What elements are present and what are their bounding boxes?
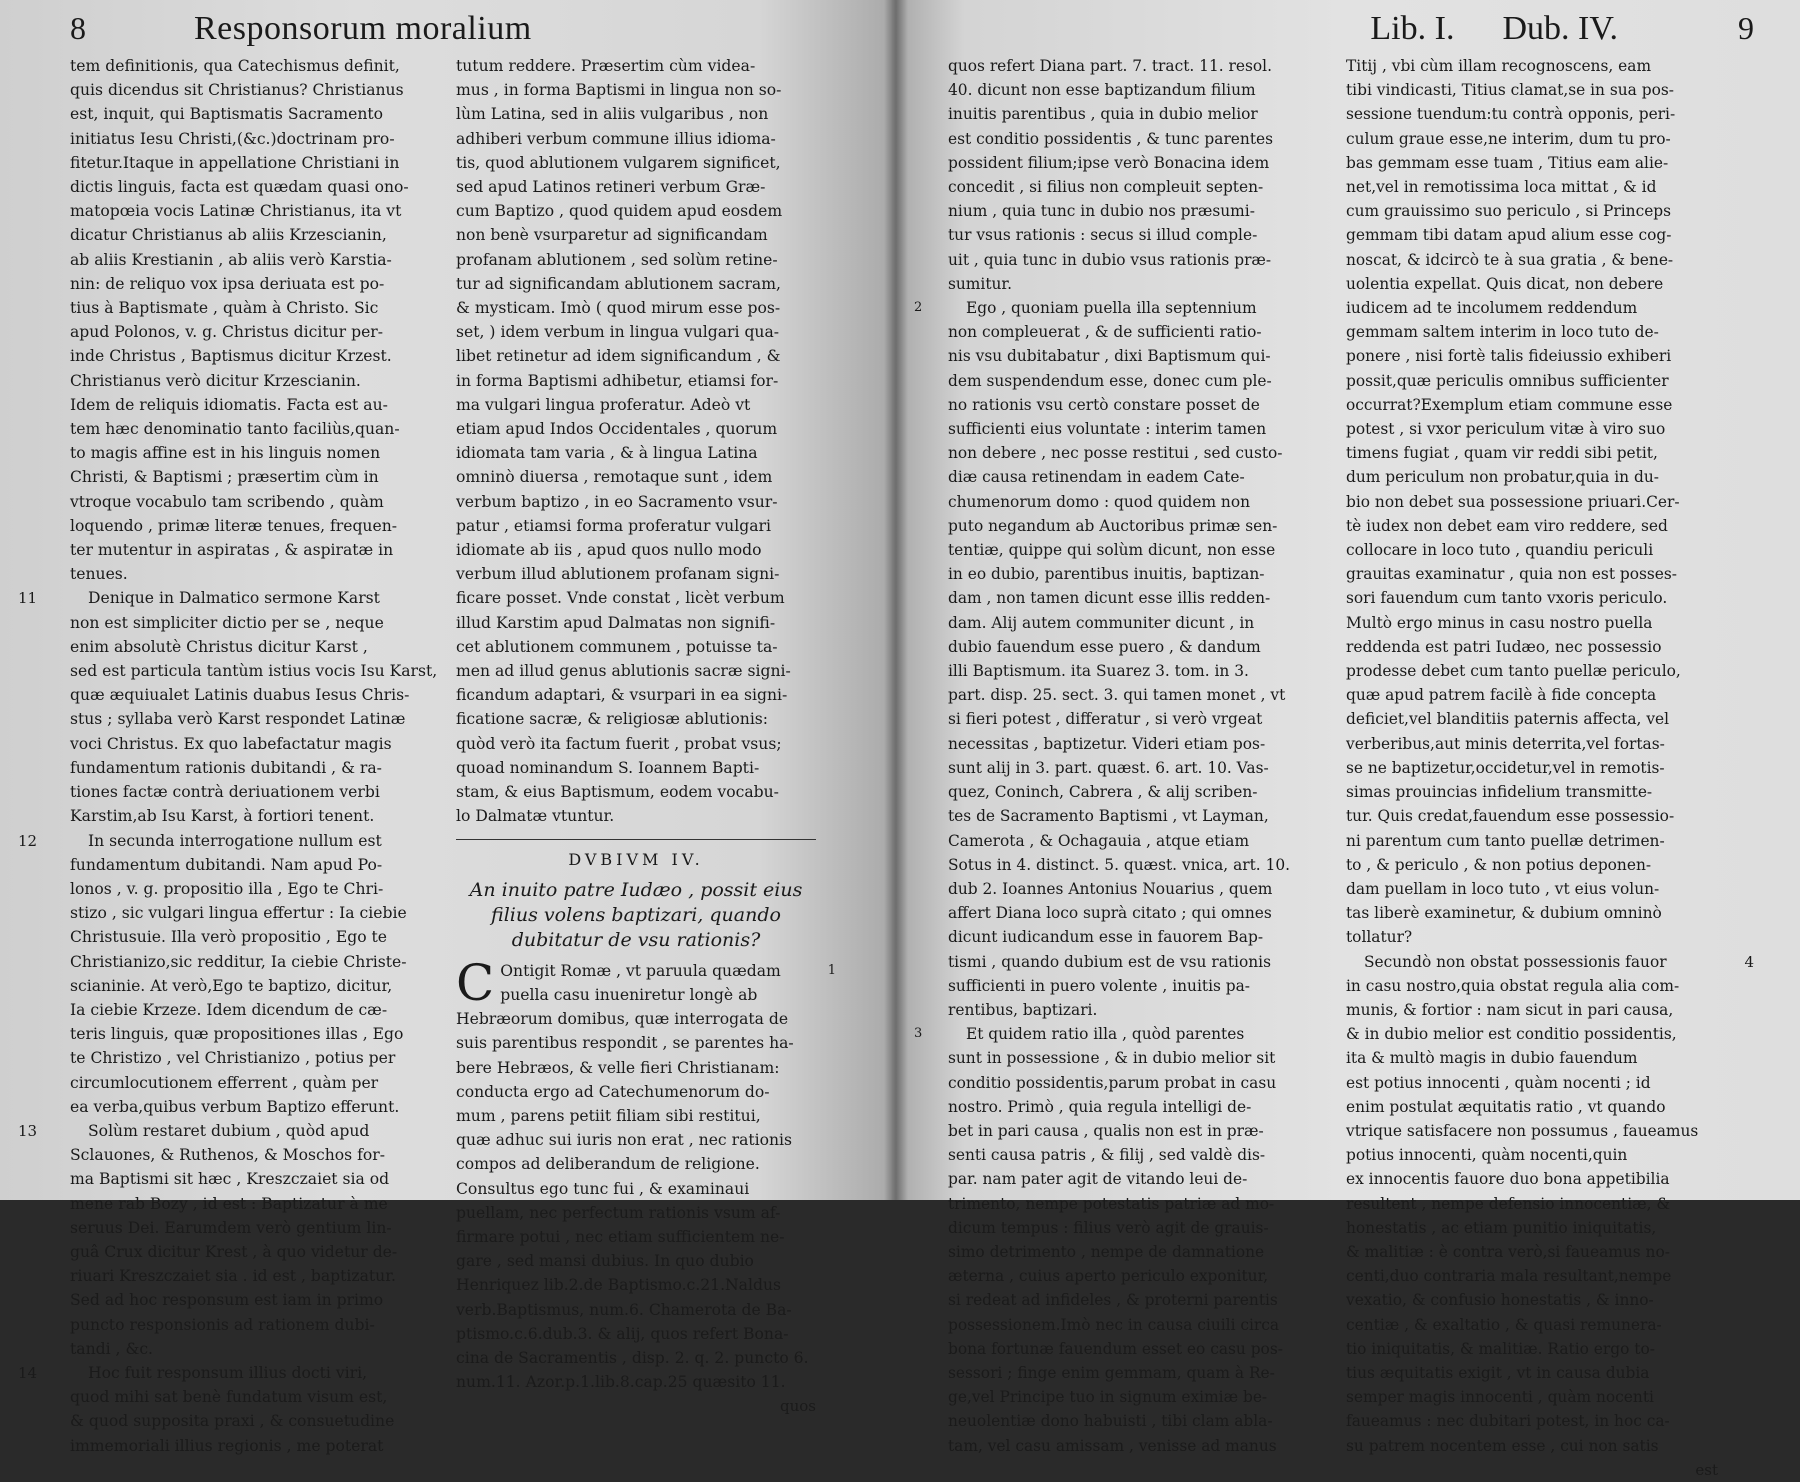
text-line: adhiberi verbum commune illius idioma- (456, 129, 776, 148)
text-line: ni parentum cum tanto puellæ detrimen- (1346, 831, 1665, 850)
text-line: quoad nominandum S. Ioannem Bapti- (456, 758, 760, 777)
text-line: possident filium;ipse verò Bonacina idem (948, 153, 1270, 172)
text-line: bet in pari causa , qualis non est in præ- (948, 1121, 1264, 1140)
paragraph-number: 12 (18, 831, 38, 850)
text-line: culum graue esse,ne interim, dum tu pro- (1346, 129, 1671, 148)
text-line: stam, & eius Baptismum, eodem vocabu- (456, 783, 779, 802)
text-line: faueamus : nec dubitari potest, in hoc ca- (1346, 1412, 1670, 1431)
text-line: te Christizo , vel Christianizo , potius per (70, 1049, 396, 1068)
left-column-1 (18, 54, 438, 1458)
text-line: gemmam tibi datam apud alium esse cog- (1346, 226, 1672, 245)
text-line: iudicem ad te incolumem reddendum (1346, 299, 1638, 318)
text-line: ita & multò magis in dubio fauendum (1346, 1049, 1638, 1068)
text-line: Titij , vbi cùm illam recognoscens, eam (1346, 57, 1652, 75)
text-line: 40. dicunt non esse baptizandum filium (948, 81, 1256, 100)
text-line: in forma Baptismi adhibetur, etiamsi for- (456, 371, 779, 390)
text-line: sunt in possessione , & in dubio melior sit (948, 1049, 1276, 1068)
text-line: Ontigit Romæ , vt paruula quædam (500, 961, 781, 980)
text-line: quos refert Diana part. 7. tract. 11. resol. (948, 57, 1272, 75)
text-line: part. disp. 25. sect. 3. qui tamen monet , vt (948, 686, 1286, 705)
text-line: to , & periculo , & non potius deponen- (1346, 855, 1652, 874)
text-line: su patrem nocentem esse , cui non satis (1346, 1436, 1659, 1455)
text-line: quòd verò ita factum fuerit , probat vsus; (456, 734, 782, 753)
text-line: Hebræorum domibus, quæ interrogata de (456, 1010, 789, 1029)
text-line: initiatus Iesu Christi,(&c.)doctrinam pro- (70, 129, 395, 148)
text-line: Hoc fuit responsum illius docti viri, (88, 1363, 368, 1382)
text-line: to magis affine est in his linguis nomen (70, 444, 381, 463)
text-line: teris linguis, quæ propositiones illas , Ego (70, 1025, 404, 1044)
section-rule (456, 839, 816, 840)
text-line: potius innocenti, quàm nocenti,quin (1346, 1146, 1628, 1165)
text-line: etiam apud Indos Occidentales , quorum (456, 420, 778, 439)
text-line: chumenorum domo : quod quidem non (948, 492, 1251, 511)
text-line: compos ad deliberandum de religione. (456, 1155, 760, 1174)
text-line: concedit , si filius non compleuit septen- (948, 178, 1264, 197)
text-line: si fieri potest , differatur , si verò vrgeat (948, 710, 1263, 729)
dubium-label: Dub. IV. (1502, 10, 1618, 47)
text-line: possit,quæ periculis omnibus sufficienter (1346, 371, 1669, 390)
paragraph-4 (1346, 950, 1754, 1458)
text-line: centi,duo contraria mala resultant,nempe (1346, 1267, 1672, 1286)
text-line: ficandum adaptari, & vsurpari in ea signi- (456, 686, 788, 705)
text-line: libet retinetur ad idem significandum , & (456, 347, 781, 366)
text-line: dicunt iudicandum esse in fauorem Bap- (948, 928, 1264, 947)
text-line: ptismo.c.6.dub.3. & alij, quos refert Bona- (456, 1324, 789, 1343)
text-line: lùm Latina, sed in aliis vulgaribus , non (456, 105, 769, 124)
text-line: sufficienti eius voluntate : interim tamen (948, 420, 1267, 439)
text-line: ficatione sacræ, & religiosæ ablutionis: (456, 710, 769, 729)
text-line: Solùm restaret dubium , quòd apud (88, 1121, 370, 1140)
text-line: Christi, & Baptismi ; præsertim cùm in (70, 468, 379, 487)
text-line: tam, vel casu amissam , venisse ad manus (948, 1436, 1277, 1455)
text-line: nium , quia tunc in dubio nos præsumi- (948, 202, 1255, 221)
text-line: & malitiæ : è contra verò,si faueamus no- (1346, 1242, 1670, 1261)
text-line: tenues. (70, 565, 128, 584)
left-column-2 (456, 54, 836, 1458)
text-line: tiones factæ contrà deriuationem verbi (70, 783, 380, 802)
text-line: voci Christus. Ex quo labefactatur magis (70, 734, 392, 753)
text-line: collocare in loco tuto , quandiu periculi (1346, 541, 1654, 560)
text-line: puto negandum ab Auctoribus primæ sen- (948, 516, 1278, 535)
text-line: quæ æquiualet Latinis duabus Iesus Chris- (70, 686, 410, 705)
right-column-1 (914, 54, 1320, 1482)
text-line: semper magis innocenti , quàm nocenti (1346, 1388, 1654, 1407)
text-line: tur. Quis credat,fauendum esse possessio- (1346, 807, 1675, 826)
text-line: neuolentiæ dono habuisti , tibi clam abla- (948, 1412, 1273, 1431)
text-line: riuari Kreszczaiet sia . id est , baptizatur. (70, 1267, 396, 1286)
paragraph-number: 2 (914, 300, 923, 316)
paragraph-13 (18, 1119, 430, 1361)
paragraph-11 (18, 586, 438, 828)
text-line: Ia ciebie Krzeze. Idem dicendum de cæ- (70, 1000, 388, 1019)
text-line: ex innocentis fauore duo bona appetibilia (1346, 1170, 1670, 1189)
text-line: no rationis vsu certò constare posset de (948, 395, 1260, 414)
book-gutter (884, 0, 908, 1200)
text-line: Sed ad hoc responsum est iam in primo (70, 1291, 384, 1310)
text-line: non est simpliciter dictio per se , neque (70, 613, 384, 632)
text-line: seruus Dei. Earumdem verò gentium lin- (70, 1218, 392, 1237)
paragraph (70, 54, 430, 586)
text-line: inde Christus , Baptismus dicitur Krzest. (70, 347, 392, 366)
text-line: verberibus,aut minis deterrita,vel fortas- (1346, 734, 1665, 753)
text-line: Camerota , & Ochagauia , atque etiam (948, 831, 1250, 850)
text-line: stizo , sic vulgari lingua effertur : Ia ciebie (70, 904, 407, 923)
text-line: vexatio, & confusio honestatis , & inno- (1346, 1291, 1654, 1310)
text-line: set, ) idem verbum in lingua vulgari qua- (456, 323, 780, 342)
catchword: quos (780, 1397, 816, 1416)
text-line: mus , in forma Baptismi in lingua non so- (456, 81, 782, 100)
text-line: tandi , &c. (70, 1339, 154, 1358)
text-line: puellam, nec perfectum rationis vsum af- (456, 1203, 781, 1222)
text-line: potest , si vxor periculum vitæ à viro suo (1346, 420, 1666, 439)
text-line: cet ablutionem communem , potuisse ta- (456, 637, 778, 656)
text-line: nis vsu dubitabatur , dixi Baptismum qui- (948, 347, 1271, 366)
text-line: quis dicendus sit Christianus? Christianus (70, 81, 404, 100)
text-line: est conditio possidentis , & tunc parentes (948, 129, 1274, 148)
text-line: in eo dubio, parentibus inuitis, baptizan- (948, 565, 1265, 584)
text-line: sessori ; finge enim gemmam, quam à Re- (948, 1363, 1275, 1382)
text-line: si redeat ad infideles , & proterni parentis (948, 1291, 1278, 1310)
text-line: dam , non tamen dicunt esse illis redden- (948, 589, 1271, 608)
text-line: ter mutentur in aspiratas , & aspiratæ in (70, 541, 394, 560)
text-line: mum , parens petiit filiam sibi restitui, (456, 1106, 761, 1125)
text-line: Sotus in 4. distinct. 5. quæst. vnica, art. 10. (948, 855, 1291, 874)
text-line: sed est particula tantùm istius vocis Isu Karst, (70, 662, 438, 681)
text-line: bere Hebræos, & velle fieri Christianam: (456, 1058, 780, 1077)
text-line: fitetur.Itaque in appellatione Christiani in (70, 153, 400, 172)
text-line: noscat, & idcircò te à sua gratia , & bene- (1346, 250, 1674, 269)
paragraph (948, 54, 1320, 296)
text-line: sumitur. (948, 274, 1012, 293)
text-line: est potius innocenti , quàm nocenti ; id (1346, 1073, 1651, 1092)
text-line: prodesse debet cum tanto puellæ periculo, (1346, 662, 1681, 681)
text-line: ea verba,quibus verbum Baptizo efferunt. (70, 1097, 400, 1116)
text-line: mene rab Bozy , id est : Baptizatur à me (70, 1194, 388, 1213)
text-line: Henriquez lib.2.de Baptismo.c.21.Naldus (456, 1276, 781, 1295)
text-line: idiomata tam varia , & à lingua Latina (456, 444, 758, 463)
text-line: simas prouincias infidelium transmitte- (1346, 783, 1653, 802)
text-line: æterna , cuius aperto periculo exponitur, (948, 1267, 1269, 1286)
text-line: suis parentibus respondit , se parentes ha- (456, 1034, 794, 1053)
text-line: gare , sed mansi dubius. In quo dubio (456, 1252, 754, 1271)
text-line: sed apud Latinos retineri verbum Græ- (456, 178, 766, 197)
text-line: puella casu inueniretur longè ab (500, 985, 758, 1004)
text-line: tutum reddere. Præsertim cùm videa- (456, 57, 756, 75)
text-line: Christianizo,sic redditur, Ia ciebie Christe- (70, 952, 407, 971)
text-line: tem hæc denominatio tanto faciliùs,quan- (70, 420, 400, 439)
text-line: tis, quod ablutionem vulgarem significet, (456, 153, 781, 172)
text-line: simo detrimento , nempe de damnatione (948, 1242, 1265, 1261)
text-line: circumlocutionem efferrent , quàm per (70, 1073, 379, 1092)
text-line: conditio possidentis,parum probat in casu (948, 1073, 1277, 1092)
right-page-number: 9 (1738, 10, 1754, 46)
right-column-2 (1346, 54, 1754, 1482)
paragraph-number: 11 (18, 589, 38, 608)
text-line: dem suspendendum esse, donec cum ple- (948, 371, 1272, 390)
text-line: tè iudex non debet eam viro reddere, sed (1346, 516, 1668, 535)
paragraph-3 (914, 1022, 1320, 1458)
text-line: tur ad significandam ablutionem sacram, (456, 274, 781, 293)
text-line: fundamentum dubitandi. Nam apud Po- (70, 855, 383, 874)
text-line: conducta ergo ad Catechumenorum do- (456, 1082, 770, 1101)
book-label: Lib. I. (1370, 10, 1455, 47)
text-line: sufficienti in puero volente , inuitis pa- (948, 976, 1251, 995)
text-line: Secundò non obstat possessionis fauor (1364, 952, 1667, 971)
text-line: nin: de reliquo vox ipsa deriuata est po- (70, 274, 385, 293)
text-line: Et quidem ratio illa , quòd parentes (966, 1025, 1245, 1044)
text-line: men ad illud genus ablutionis sacræ signi- (456, 662, 791, 681)
text-line: est, inquit, qui Baptismatis Sacramento (70, 105, 384, 124)
text-line: tas liberè examinetur, & dubium omninò (1346, 904, 1662, 923)
text-line: ab aliis Krestianin , ab aliis verò Karstia- (70, 250, 392, 269)
text-line: tur vsus rationis : secus si illud comple- (948, 226, 1258, 245)
text-line: tentiæ, quippe qui solùm dicunt, non esse (948, 541, 1276, 560)
text-line: stus ; syllaba verò Karst respondet Latinæ (70, 710, 406, 729)
text-line: uolentia expellat. Quis dicat, non debere (1346, 274, 1664, 293)
text-line: illi Baptismum. ita Suarez 3. tom. in 3. (948, 662, 1249, 681)
dubium-heading: DVBIVM IV. (568, 849, 704, 869)
text-line: dum periculum non probatur,quia in du- (1346, 468, 1659, 487)
paragraph-2 (914, 296, 1320, 1022)
text-line: se ne baptizetur,occidetur,vel in remotis- (1346, 758, 1665, 777)
right-page (892, 0, 1800, 1479)
text-line: diæ causa retinendam in eadem Cate- (948, 468, 1245, 487)
text-line: occurrat?Exemplum etiam commune esse (1346, 395, 1673, 414)
text-line: vtrique satisfacere non possumus , faueamus (1346, 1121, 1699, 1140)
paragraph-number: 1 (827, 962, 836, 978)
text-line: sessione tuendum:tu contrà opponis, peri- (1346, 105, 1676, 124)
text-line: matopœia vocis Latinæ Christianus, ita vt (70, 202, 402, 221)
text-line: Ego , quoniam puella illa septennium (966, 299, 1257, 318)
text-line: tem definitionis, qua Catechismus definit, (70, 57, 400, 75)
paragraph-number: 13 (18, 1121, 38, 1140)
text-line: quæ apud patrem facilè à fide concepta (1346, 686, 1657, 705)
text-line: dicatur Christianus ab aliis Krzescianin, (70, 226, 387, 245)
text-line: Sclauones, & Ruthenos, & Moschos for- (70, 1146, 386, 1165)
text-line: verbum baptizo , in eo Sacramento vsur- (456, 492, 778, 511)
text-line: rentibus, baptizari. (948, 1000, 1098, 1019)
text-line: possessionem.Imò nec in causa ciuili circa (948, 1315, 1280, 1334)
text-line: scianinie. At verò,Ego te baptizo, dicitur, (70, 976, 393, 995)
text-line: Consultus ego tunc fui , & examinaui (456, 1179, 750, 1198)
text-line: cina de Sacramentis , disp. 2. q. 2. puncto 6. (456, 1348, 809, 1367)
text-line: patur , etiamsi forma proferatur vulgari (456, 516, 771, 535)
text-line: sori fauendum cum tanto vxoris periculo. (1346, 589, 1668, 608)
text-line: ma vulgari lingua proferatur. Adeò vt (456, 395, 751, 414)
text-line: idiomate ab iis , apud quos nullo modo (456, 541, 762, 560)
catchword: est (1695, 1460, 1718, 1479)
text-line: in casu nostro,quia obstat regula alia com- (1346, 976, 1680, 995)
text-line: affert Diana loco suprà citato ; qui omnes (948, 904, 1272, 923)
running-title: Responsorum moralium (194, 10, 532, 47)
question-title (456, 878, 816, 953)
paragraph-number: 4 (1744, 952, 1754, 971)
text-line: timens fugiat , quam vir reddi sibi petit, (1346, 444, 1658, 463)
text-line: deficiet,vel blanditiis paternis affecta, vel (1346, 710, 1670, 729)
text-line: tismi , quando dubium est de vsu rationis (948, 952, 1271, 971)
drop-capital: C (456, 953, 495, 1012)
text-line: lonos , v. g. propositio illa , Ego te Chri- (70, 879, 384, 898)
text-line: centiæ , & exaltatio , & quasi remunera- (1346, 1315, 1662, 1334)
text-line: dictis linguis, facta est quædam quasi ono- (70, 178, 409, 197)
text-line: trimento, nempe potestatis patriæ ad mo- (948, 1194, 1275, 1213)
text-line: cum Baptizo , quod quidem apud eosdem (456, 202, 783, 221)
text-line: quæ adhuc sui iuris non erat , nec rationis (456, 1131, 793, 1150)
text-line: necessitas , baptizetur. Videri etiam pos- (948, 734, 1266, 753)
text-line: gemmam saltem interim in loco tuto de- (1346, 323, 1659, 342)
text-line: Christusuie. Illa verò propositio , Ego te (70, 928, 388, 947)
text-line: vtroque vocabulo tam scribendo , quàm (70, 492, 384, 511)
text-line: quez, Coninch, Cabrera , & alij scriben- (948, 783, 1258, 802)
text-line: tes de Sacramento Baptismi , vt Layman, (948, 807, 1269, 826)
text-line: Christianus verò dicitur Krzescianin. (70, 371, 361, 390)
text-line: bas gemmam esse tuam , Titius eam alie- (1346, 153, 1669, 172)
text-line: verb.Baptismus, num.6. Chamerota de Ba- (456, 1300, 792, 1319)
text-line: & in dubio melior est conditio possidentis, (1346, 1025, 1677, 1044)
text-line: loquendo , primæ literæ tenues, frequen- (70, 516, 398, 535)
text-line: bio non debet sua possessione priuari.Cer- (1346, 492, 1680, 511)
text-line: firmare potui , nec etiam sufficientem ne- (456, 1227, 785, 1246)
text-line: ponere , nisi fortè talis fideiussio exhiberi (1346, 347, 1672, 366)
paragraph-number: 3 (914, 1026, 923, 1042)
text-line: reddenda est patri Iudæo, nec possessio (1346, 637, 1662, 656)
text-line: honestatis , ac etiam punitio iniquitatis, (1346, 1218, 1657, 1237)
text-line: sunt alij in 3. part. quæst. 6. art. 10. Vas- (948, 758, 1269, 777)
text-line: resultent , nempe defensio innocentiæ, & (1346, 1194, 1671, 1213)
text-line: grauitas examinatur , quia non est posses- (1346, 565, 1678, 584)
text-line: & quod supposita praxi , & consuetudine (70, 1412, 395, 1431)
text-line: non compleuerat , & de sufficienti ratio- (948, 323, 1262, 342)
text-line: Idem de reliquis idiomatis. Facta est au- (70, 395, 388, 414)
text-line: ma Baptismi sit hæc , Kreszczaiet sia od (70, 1170, 390, 1189)
left-running-head (70, 10, 868, 54)
text-line: senti causa patris , & filij , sed valdè dis- (948, 1146, 1266, 1165)
text-line: dam puellam in loco tuto , vt eius volun- (1346, 879, 1660, 898)
text-line: num.11. Azor.p.1.lib.8.cap.25 quæsito 11. (456, 1373, 786, 1392)
text-line: profanam ablutionem , sed solùm retine- (456, 250, 778, 269)
text-line: fundamentum rationis dubitandi , & ra- (70, 758, 382, 777)
text-line: Denique in Dalmatico sermone Karst (88, 589, 380, 608)
text-line: quod mihi sat benè fundatum visum est, (70, 1388, 388, 1407)
text-line: Karstim,ab Isu Karst, à fortiori tenent. (70, 807, 375, 826)
text-line: tio iniquitatis, & malitiæ. Ratio ergo to- (1346, 1339, 1655, 1358)
text-line: dicum tempus : filius verò agit de grauis- (948, 1218, 1269, 1237)
text-line: ficare posset. Vnde constat , licèt verbum (456, 589, 785, 608)
text-line: non debere , nec posse restitui , sed custo- (948, 444, 1283, 463)
left-page-number: 8 (70, 10, 86, 46)
text-line: & mysticam. Imò ( quod mirum esse pos- (456, 299, 781, 318)
text-line: immemoriali illius regionis , me poterat (70, 1436, 384, 1455)
text-line: bona fortunæ fauendum esset eo casu pos- (948, 1339, 1283, 1358)
paragraph (1346, 54, 1718, 950)
text-line: nostro. Primò , quia regula intelligi de- (948, 1097, 1252, 1116)
right-running-head (948, 10, 1760, 54)
text-line: filius volens baptizari, quando (491, 903, 781, 926)
text-line: tibi vindicasti, Titius clamat,se in sua pos- (1346, 81, 1674, 100)
text-line: uit , quia tunc in dubio vsus rationis præ- (948, 250, 1272, 269)
text-line: illud Karstim apud Dalmatas non signifi- (456, 613, 776, 632)
paragraph-1 (456, 953, 836, 1395)
text-line: tollatur? (1346, 928, 1413, 947)
text-line: dubio fauendum esse puero , & dandum (948, 637, 1261, 656)
text-line: enim postulat æquitatis ratio , vt quando (1346, 1097, 1666, 1116)
text-line: ge,vel Principe tuo in signum eximiæ be- (948, 1388, 1268, 1407)
text-line: munis, & fortior : nam sicut in pari causa, (1346, 1000, 1674, 1019)
text-line: dubitatur de vsu rationis? (511, 928, 761, 951)
left-page (0, 0, 892, 1455)
text-line: tius à Baptismate , quàm à Christo. Sic (70, 299, 379, 318)
text-line: guâ Crux dicitur Krest , à quo videtur de- (70, 1242, 398, 1261)
text-line: In secunda interrogatione nullum est (88, 831, 382, 850)
text-line: apud Polonos, v. g. Christus dicitur per- (70, 323, 384, 342)
text-line: An inuito patre Iudæo , possit eius (469, 878, 803, 901)
text-line: dub 2. Ioannes Antonius Nouarius , quem (948, 879, 1273, 898)
text-line: net,vel in remotissima loca mittat , & id (1346, 178, 1657, 197)
text-line: enim absolutè Christus dicitur Karst , (70, 637, 368, 656)
text-line: Multò ergo minus in casu nostro puella (1346, 613, 1653, 632)
text-line: omninò diuersa , remotaque sunt , idem (456, 468, 773, 487)
text-line: tius æquitatis exigit , vt in causa dubia (1346, 1363, 1650, 1382)
text-line: lo Dalmatæ vtuntur. (456, 807, 615, 826)
text-line: non benè vsurparetur ad significandam (456, 226, 768, 245)
text-line: dam. Alij autem communiter dicunt , in (948, 613, 1255, 632)
paragraph-number: 14 (18, 1363, 38, 1382)
text-line: cum grauissimo suo periculo , si Princeps (1346, 202, 1672, 221)
text-line: inuitis parentibus , quia in dubio melior (948, 105, 1258, 124)
text-line: puncto responsionis ad rationem dubi- (70, 1315, 375, 1334)
paragraph (456, 54, 816, 829)
paragraph-14 (18, 1361, 430, 1458)
text-line: verbum illud ablutionem profanam signi- (456, 565, 780, 584)
text-line: par. nam pater agit de vitando leui de- (948, 1170, 1248, 1189)
paragraph-12 (18, 829, 430, 1119)
